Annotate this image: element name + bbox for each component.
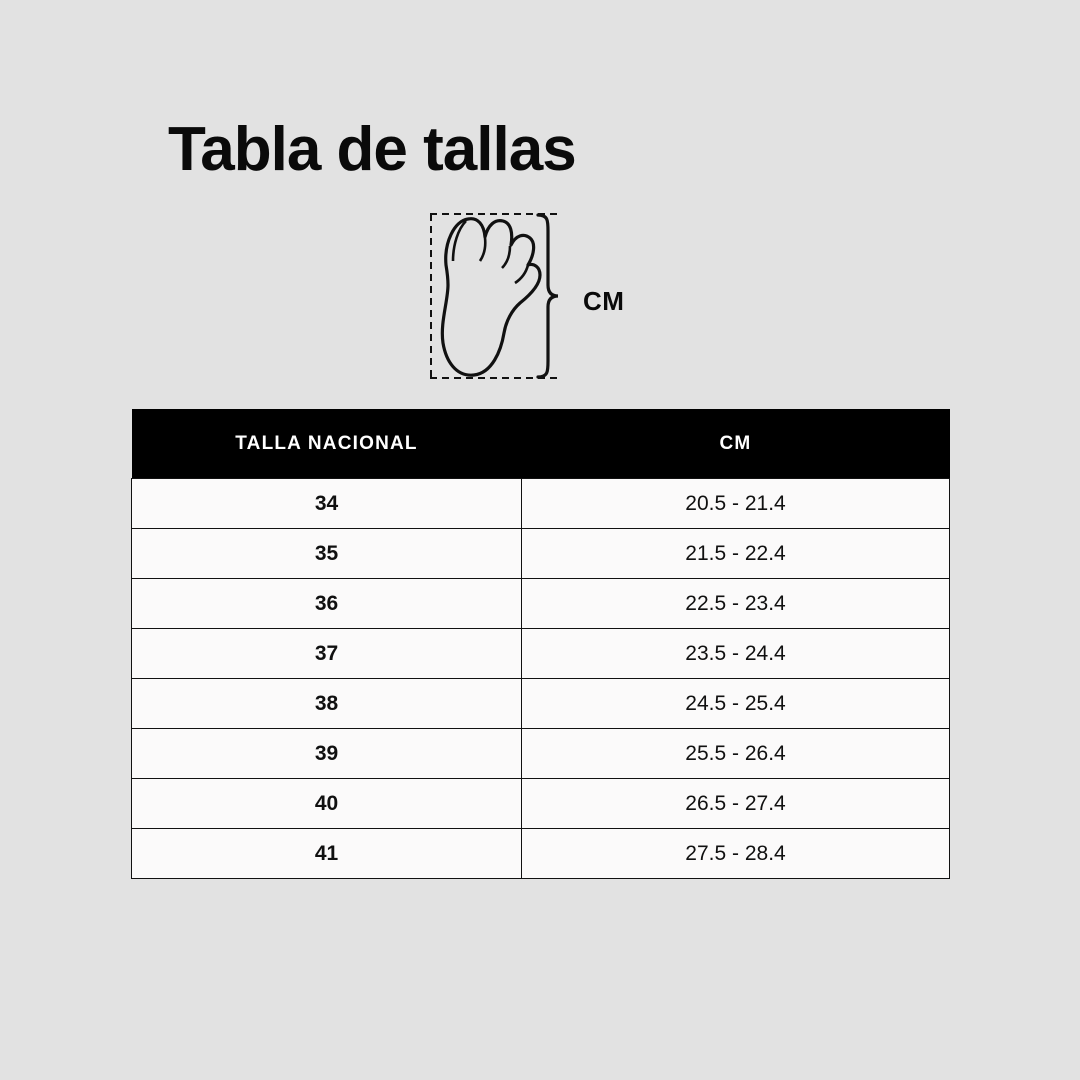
column-header-cm: CM [522, 409, 950, 479]
cell-talla: 41 [132, 829, 522, 879]
cell-talla: 40 [132, 779, 522, 829]
table-row [132, 629, 950, 679]
cell-cm: 23.5 - 24.4 [522, 629, 950, 679]
cell-talla: 35 [132, 529, 522, 579]
table-row [132, 829, 950, 879]
column-header-talla-nacional: TALLA NACIONAL [132, 409, 522, 479]
cell-talla: 36 [132, 579, 522, 629]
table-header-row [132, 409, 950, 479]
table-row [132, 479, 950, 529]
cm-measure-label: CM [583, 286, 625, 316]
foot-measurement-diagram [408, 205, 668, 395]
cell-cm: 21.5 - 22.4 [522, 529, 950, 579]
table-row [132, 529, 950, 579]
page-title: Tabla de tallas [168, 115, 576, 184]
table-row [132, 679, 950, 729]
footprint-icon [408, 205, 668, 395]
cell-talla: 38 [132, 679, 522, 729]
cell-cm: 26.5 - 27.4 [522, 779, 950, 829]
cell-talla: 39 [132, 729, 522, 779]
cell-cm: 22.5 - 23.4 [522, 579, 950, 629]
cell-cm: 20.5 - 21.4 [522, 479, 950, 529]
cell-talla: 34 [132, 479, 522, 529]
size-table [131, 409, 950, 879]
table-row [132, 729, 950, 779]
cell-cm: 27.5 - 28.4 [522, 829, 950, 879]
cell-cm: 24.5 - 25.4 [522, 679, 950, 729]
table-row [132, 779, 950, 829]
table-body [132, 479, 950, 879]
table-row [132, 579, 950, 629]
cell-talla: 37 [132, 629, 522, 679]
cell-cm: 25.5 - 26.4 [522, 729, 950, 779]
